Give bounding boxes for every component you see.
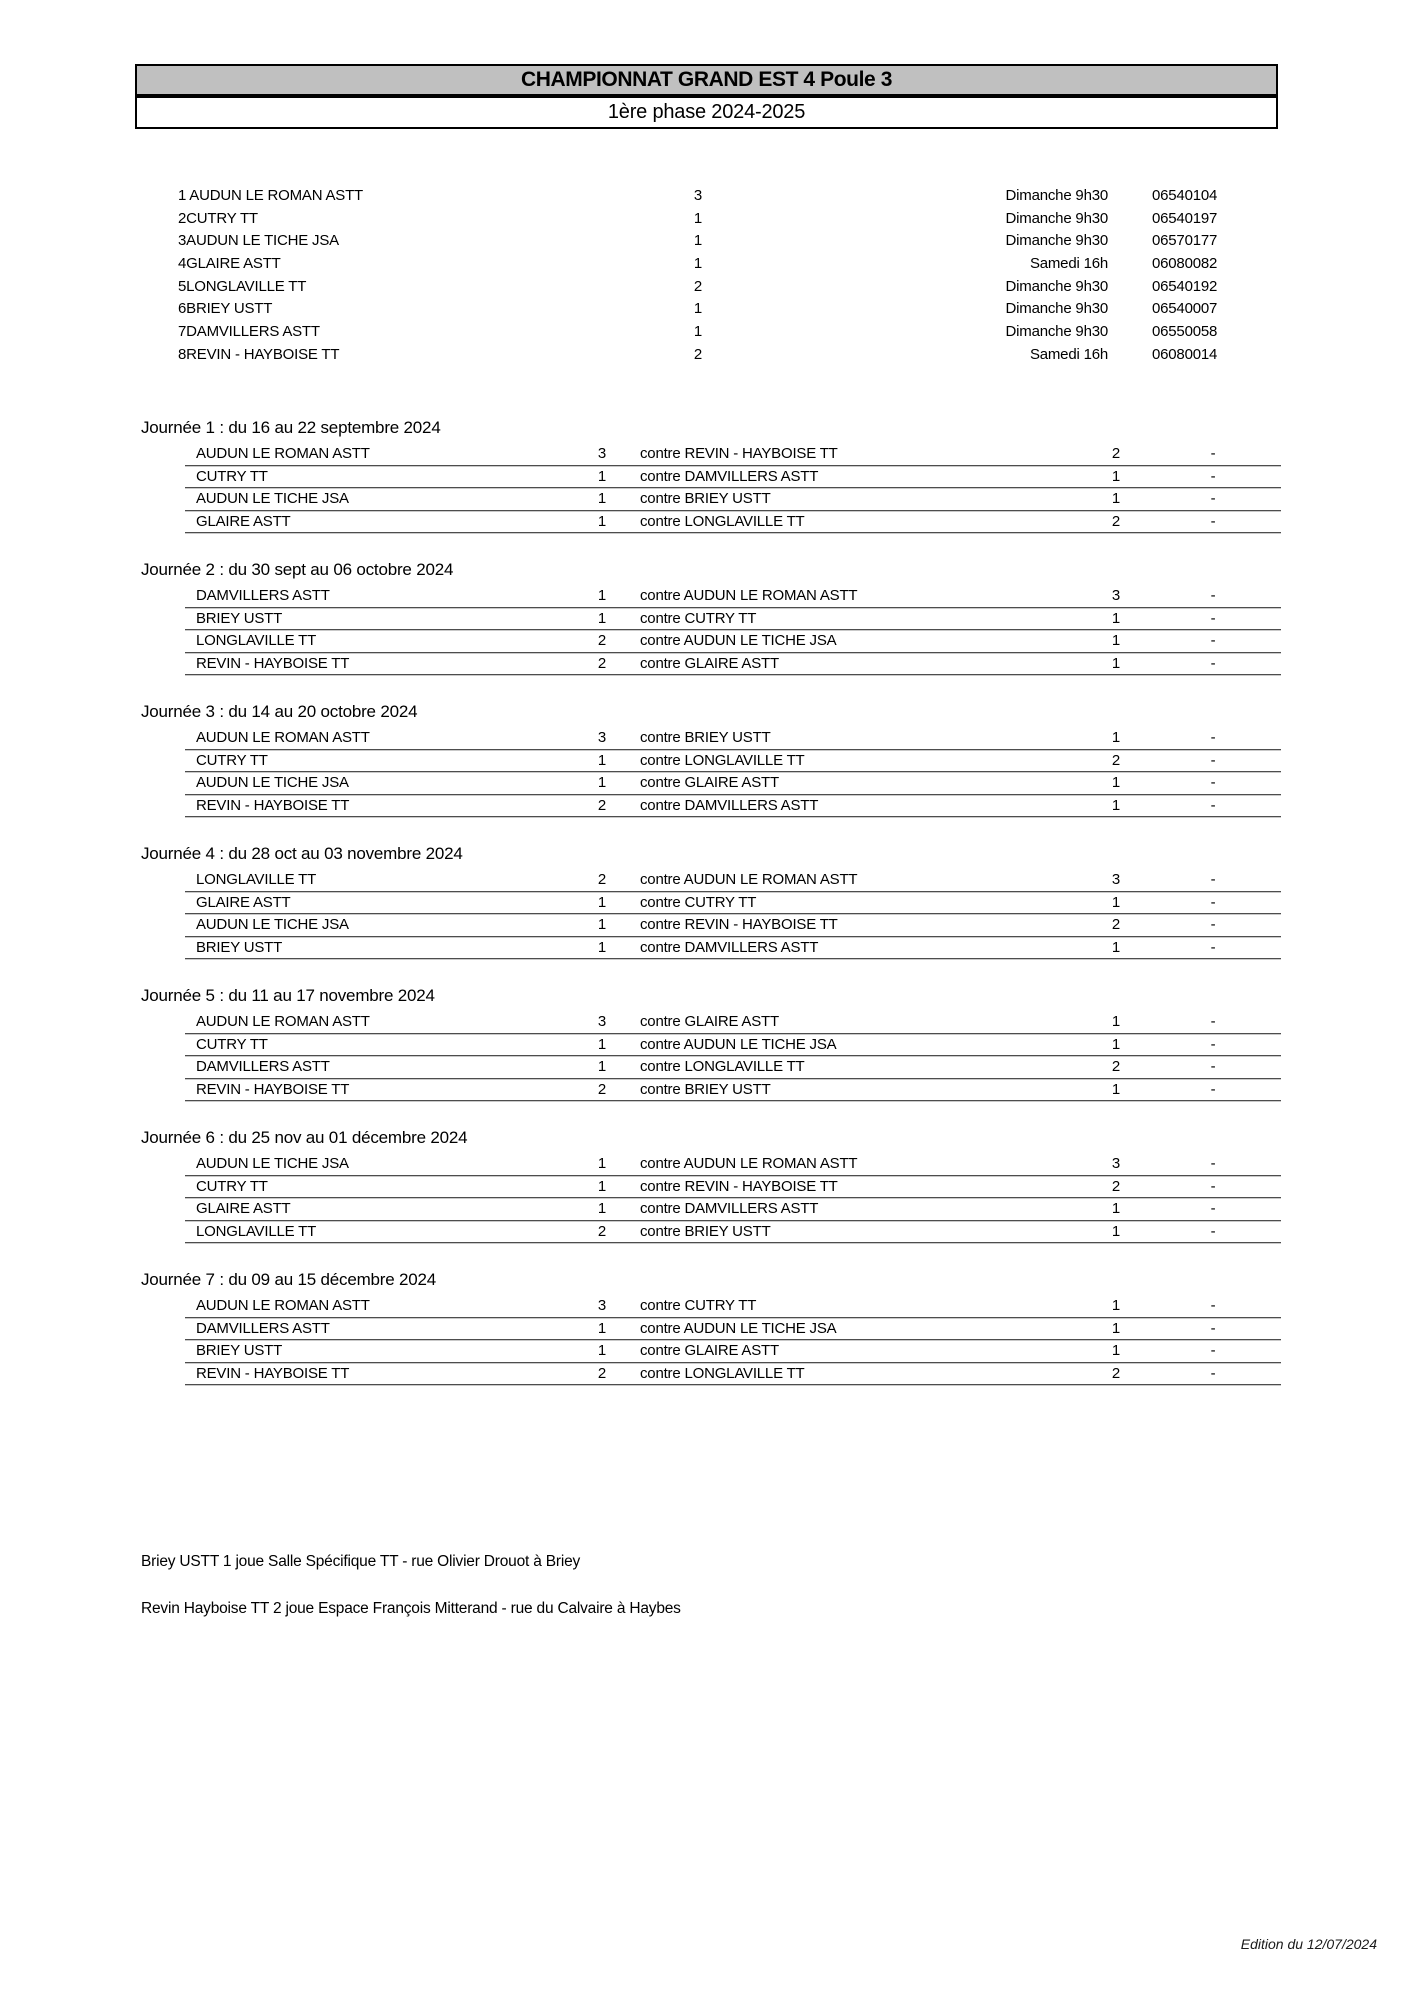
away-team-name: BRIEY USTT [684, 490, 771, 507]
match-row [185, 892, 1281, 915]
away-team-name: GLAIRE ASTT [684, 654, 779, 672]
match-row [185, 795, 1281, 818]
team-label: 4GLAIRE ASTT [178, 255, 281, 273]
home-team-name: REVIN - HAYBOISE TT [196, 654, 350, 672]
away-team-number: 1 [1111, 1222, 1121, 1240]
home-team-name: LONGLAVILLE TT [196, 871, 317, 888]
away-cell [640, 655, 779, 672]
team-club-code: 06540192 [1152, 277, 1218, 295]
result-placeholder: - [1210, 1035, 1216, 1053]
contre-label: contre [640, 467, 681, 485]
team-row [178, 232, 1288, 255]
away-team-number: 1 [1111, 796, 1121, 814]
result-placeholder: - [1210, 796, 1216, 814]
team-club-code: 06550058 [1152, 323, 1218, 341]
home-team-name: LONGLAVILLE TT [196, 632, 317, 649]
team-label: 6BRIEY USTT [178, 300, 273, 318]
result-placeholder: - [1210, 445, 1216, 462]
contre-label: contre [640, 609, 681, 627]
match-row [185, 585, 1281, 608]
home-team-number: 1 [597, 751, 607, 769]
team-row [178, 323, 1288, 346]
match-row [185, 1153, 1281, 1176]
result-placeholder: - [1210, 1364, 1216, 1382]
journee-match-table [185, 869, 1281, 959]
result-placeholder: - [1210, 938, 1216, 956]
home-team-number: 3 [597, 729, 607, 746]
away-team-number: 2 [1111, 445, 1121, 462]
journee-title: Journée 7 : du 09 au 15 décembre 2024 [141, 1270, 437, 1289]
away-team-name: GLAIRE ASTT [684, 774, 779, 791]
home-team-number: 1 [597, 1155, 607, 1172]
away-team-number: 1 [1111, 1200, 1121, 1217]
match-row [185, 1363, 1281, 1386]
home-team-name: REVIN - HAYBOISE TT [196, 1364, 350, 1382]
result-placeholder: - [1210, 774, 1216, 791]
team-match-day: Dimanche 9h30 [1005, 277, 1108, 295]
away-team-number: 1 [1111, 1080, 1121, 1098]
away-team-number: 3 [1111, 587, 1121, 604]
result-placeholder: - [1210, 751, 1216, 769]
journee-match-table [185, 585, 1281, 675]
team-number: 2 [693, 345, 703, 363]
home-team-number: 1 [597, 467, 607, 485]
contre-label: contre [640, 729, 681, 746]
away-team-name: AUDUN LE TICHE JSA [683, 1035, 837, 1053]
away-team-number: 1 [1111, 893, 1121, 911]
journee-title: Journée 1 : du 16 au 22 septembre 2024 [141, 418, 441, 437]
contre-label: contre [640, 587, 681, 604]
away-cell [640, 1320, 836, 1337]
match-row [185, 1034, 1281, 1057]
page-subtitle: 1ère phase 2024-2025 [137, 98, 1276, 127]
home-team-name: CUTRY TT [196, 751, 268, 769]
result-placeholder: - [1210, 609, 1216, 627]
home-team-name: GLAIRE ASTT [196, 893, 291, 911]
journee-match-table [185, 1011, 1281, 1101]
away-cell [640, 1223, 771, 1240]
result-placeholder: - [1210, 1222, 1216, 1240]
team-row [178, 278, 1288, 301]
match-row [185, 937, 1281, 960]
match-row [185, 511, 1281, 534]
match-row [185, 1340, 1281, 1363]
away-team-name: CUTRY TT [684, 893, 757, 911]
result-placeholder: - [1210, 1297, 1216, 1314]
result-placeholder: - [1210, 871, 1216, 888]
page-title: CHAMPIONNAT GRAND EST 4 Poule 3 [137, 66, 1276, 98]
journee-section [141, 1128, 1291, 1243]
match-row [185, 443, 1281, 466]
contre-label: contre [640, 490, 681, 507]
away-cell [640, 1365, 805, 1382]
away-team-number: 1 [1111, 1319, 1121, 1337]
journee-section [141, 560, 1291, 675]
away-team-number: 1 [1111, 609, 1121, 627]
match-row [185, 869, 1281, 892]
venue-note-briey: Briey USTT 1 joue Salle Spécifique TT - rue Olivier Drouot à Briey [141, 1553, 581, 1570]
away-team-number: 1 [1111, 774, 1121, 791]
away-team-name: BRIEY USTT [684, 729, 771, 746]
home-team-number: 1 [597, 1035, 607, 1053]
team-match-day: Samedi 16h [1029, 255, 1108, 273]
team-row [178, 300, 1288, 323]
home-team-number: 1 [597, 609, 607, 627]
home-team-name: AUDUN LE ROMAN ASTT [196, 729, 370, 746]
away-team-name: AUDUN LE TICHE JSA [683, 1319, 837, 1337]
home-team-number: 2 [597, 871, 607, 888]
journee-section [141, 702, 1291, 817]
home-team-number: 1 [597, 893, 607, 911]
contre-label: contre [640, 1364, 681, 1382]
away-team-number: 1 [1111, 467, 1121, 485]
team-number: 1 [693, 232, 703, 250]
away-team-name: LONGLAVILLE TT [684, 512, 805, 530]
away-cell [640, 1342, 779, 1359]
team-list [178, 187, 1288, 369]
home-team-number: 2 [597, 654, 607, 672]
away-team-number: 1 [1111, 1342, 1121, 1359]
away-team-number: 2 [1111, 751, 1121, 769]
away-team-name: AUDUN LE TICHE JSA [683, 632, 837, 649]
away-cell [640, 1081, 771, 1098]
away-team-number: 2 [1111, 512, 1121, 530]
home-team-name: GLAIRE ASTT [196, 1200, 291, 1217]
away-team-number: 1 [1111, 1035, 1121, 1053]
away-cell [640, 632, 836, 649]
journee-title: Journée 2 : du 30 sept au 06 octobre 2024 [141, 560, 454, 579]
away-team-number: 1 [1111, 729, 1121, 746]
result-placeholder: - [1210, 1177, 1216, 1195]
home-team-number: 1 [597, 916, 607, 933]
contre-label: contre [640, 916, 681, 933]
team-row [178, 255, 1288, 278]
team-match-day: Dimanche 9h30 [1005, 323, 1108, 341]
result-placeholder: - [1210, 587, 1216, 604]
result-placeholder: - [1210, 632, 1216, 649]
contre-label: contre [640, 893, 681, 911]
away-team-number: 2 [1111, 916, 1121, 933]
journee-match-table [185, 1153, 1281, 1243]
team-number: 1 [693, 255, 703, 273]
match-row [185, 727, 1281, 750]
away-team-number: 3 [1111, 1155, 1121, 1172]
journee-title: Journée 6 : du 25 nov au 01 décembre 2024 [141, 1128, 468, 1147]
home-team-name: AUDUN LE TICHE JSA [196, 1155, 349, 1172]
away-team-number: 2 [1111, 1058, 1121, 1075]
result-placeholder: - [1210, 1319, 1216, 1337]
contre-label: contre [640, 1297, 681, 1314]
away-cell [640, 1155, 857, 1172]
away-team-name: CUTRY TT [684, 1297, 757, 1314]
contre-label: contre [640, 1013, 681, 1030]
away-team-number: 2 [1111, 1177, 1121, 1195]
team-match-day: Dimanche 9h30 [1005, 232, 1108, 250]
away-team-number: 1 [1111, 1013, 1121, 1030]
team-club-code: 06080014 [1152, 345, 1218, 363]
result-placeholder: - [1210, 467, 1216, 485]
away-team-number: 1 [1111, 490, 1121, 507]
journee-sections [141, 418, 1291, 1412]
journee-section [141, 844, 1291, 959]
match-row [185, 1011, 1281, 1034]
team-match-day: Samedi 16h [1029, 345, 1108, 363]
result-placeholder: - [1210, 893, 1216, 911]
home-team-name: CUTRY TT [196, 467, 268, 485]
team-row [178, 210, 1288, 233]
away-cell [640, 513, 805, 530]
away-team-number: 1 [1111, 1297, 1121, 1314]
away-cell [640, 894, 756, 911]
home-team-name: DAMVILLERS ASTT [196, 1058, 330, 1075]
away-team-number: 1 [1111, 632, 1121, 649]
team-club-code: 06540007 [1152, 300, 1218, 318]
away-team-name: DAMVILLERS ASTT [684, 467, 819, 485]
team-label: 1 AUDUN LE ROMAN ASTT [178, 187, 364, 204]
team-match-day: Dimanche 9h30 [1005, 187, 1108, 204]
home-team-name: GLAIRE ASTT [196, 512, 291, 530]
home-team-name: LONGLAVILLE TT [196, 1222, 317, 1240]
away-cell [640, 752, 805, 769]
team-club-code: 06540197 [1152, 209, 1218, 227]
away-team-name: AUDUN LE ROMAN ASTT [683, 587, 858, 604]
journee-section [141, 418, 1291, 533]
team-label: 3AUDUN LE TICHE JSA [178, 232, 339, 250]
result-placeholder: - [1210, 1080, 1216, 1098]
home-team-number: 2 [597, 1364, 607, 1382]
home-team-name: BRIEY USTT [196, 609, 283, 627]
away-team-name: REVIN - HAYBOISE TT [684, 1177, 838, 1195]
team-label: 5LONGLAVILLE TT [178, 277, 307, 295]
team-number: 3 [693, 187, 703, 204]
match-row [185, 1079, 1281, 1102]
away-cell [640, 468, 818, 485]
journee-title: Journée 3 : du 14 au 20 octobre 2024 [141, 702, 418, 721]
away-cell [640, 939, 818, 956]
away-team-name: GLAIRE ASTT [684, 1013, 779, 1030]
match-row [185, 653, 1281, 676]
home-team-name: BRIEY USTT [196, 1342, 283, 1359]
edition-date: Edition du 12/07/2024 [1240, 1936, 1377, 1952]
away-cell [640, 916, 838, 933]
match-row [185, 608, 1281, 631]
team-label: 8REVIN - HAYBOISE TT [178, 345, 340, 363]
match-row [185, 630, 1281, 653]
home-team-name: REVIN - HAYBOISE TT [196, 796, 350, 814]
team-row [178, 346, 1288, 369]
team-number: 1 [693, 323, 703, 341]
away-cell [640, 587, 857, 604]
away-team-name: BRIEY USTT [684, 1222, 771, 1240]
title-box [135, 64, 1278, 129]
team-club-code: 06080082 [1152, 255, 1218, 273]
home-team-number: 1 [597, 1058, 607, 1075]
home-team-number: 1 [597, 1319, 607, 1337]
journee-section [141, 986, 1291, 1101]
away-team-number: 3 [1111, 871, 1121, 888]
away-team-number: 1 [1111, 654, 1121, 672]
team-label: 2CUTRY TT [178, 209, 258, 227]
result-placeholder: - [1210, 654, 1216, 672]
contre-label: contre [640, 1080, 681, 1098]
home-team-number: 2 [597, 1222, 607, 1240]
result-placeholder: - [1210, 1342, 1216, 1359]
away-team-name: CUTRY TT [684, 609, 757, 627]
home-team-name: BRIEY USTT [196, 938, 283, 956]
away-team-number: 2 [1111, 1364, 1121, 1382]
away-cell [640, 1036, 836, 1053]
match-row [185, 772, 1281, 795]
contre-label: contre [640, 1177, 681, 1195]
contre-label: contre [640, 1222, 681, 1240]
journee-match-table [185, 727, 1281, 817]
result-placeholder: - [1210, 490, 1216, 507]
home-team-number: 2 [597, 796, 607, 814]
match-row [185, 1198, 1281, 1221]
match-row [185, 1056, 1281, 1079]
away-team-name: REVIN - HAYBOISE TT [684, 445, 838, 462]
away-team-name: LONGLAVILLE TT [684, 751, 805, 769]
result-placeholder: - [1210, 512, 1216, 530]
away-cell [640, 1058, 805, 1075]
away-cell [640, 1297, 756, 1314]
contre-label: contre [640, 871, 681, 888]
home-team-number: 1 [597, 490, 607, 507]
contre-label: contre [640, 1155, 681, 1172]
contre-label: contre [640, 796, 681, 814]
contre-label: contre [640, 1058, 681, 1075]
match-row [185, 1221, 1281, 1244]
contre-label: contre [640, 512, 681, 530]
away-cell [640, 445, 838, 462]
home-team-number: 2 [597, 632, 607, 649]
contre-label: contre [640, 751, 681, 769]
team-match-day: Dimanche 9h30 [1005, 209, 1108, 227]
home-team-number: 1 [597, 512, 607, 530]
team-club-code: 06540104 [1152, 187, 1218, 204]
match-row [185, 750, 1281, 773]
away-team-name: BRIEY USTT [684, 1080, 771, 1098]
contre-label: contre [640, 445, 681, 462]
contre-label: contre [640, 1319, 681, 1337]
away-cell [640, 1178, 838, 1195]
home-team-number: 1 [597, 1177, 607, 1195]
match-row [185, 1318, 1281, 1341]
away-team-name: DAMVILLERS ASTT [684, 1200, 819, 1217]
home-team-number: 2 [597, 1080, 607, 1098]
match-row [185, 1295, 1281, 1318]
home-team-number: 3 [597, 445, 607, 462]
home-team-number: 3 [597, 1013, 607, 1030]
journee-match-table [185, 443, 1281, 533]
away-team-name: DAMVILLERS ASTT [684, 938, 819, 956]
venue-note-revin: Revin Hayboise TT 2 joue Espace François Mitterand - rue du Calvaire à Haybes [141, 1600, 681, 1617]
result-placeholder: - [1210, 1155, 1216, 1172]
away-team-name: AUDUN LE ROMAN ASTT [683, 871, 858, 888]
team-row [178, 187, 1288, 210]
home-team-number: 3 [597, 1297, 607, 1314]
team-match-day: Dimanche 9h30 [1005, 300, 1108, 318]
team-club-code: 06570177 [1152, 232, 1218, 250]
journee-match-table [185, 1295, 1281, 1385]
away-team-number: 1 [1111, 938, 1121, 956]
team-number: 1 [693, 300, 703, 318]
home-team-name: AUDUN LE TICHE JSA [196, 490, 349, 507]
home-team-name: AUDUN LE TICHE JSA [196, 774, 349, 791]
home-team-name: AUDUN LE TICHE JSA [196, 916, 349, 933]
journee-section [141, 1270, 1291, 1385]
home-team-number: 1 [597, 587, 607, 604]
away-team-name: LONGLAVILLE TT [684, 1058, 805, 1075]
home-team-number: 1 [597, 774, 607, 791]
contre-label: contre [640, 1035, 681, 1053]
home-team-number: 1 [597, 938, 607, 956]
home-team-name: CUTRY TT [196, 1177, 268, 1195]
contre-label: contre [640, 1200, 681, 1217]
away-cell [640, 774, 779, 791]
team-number: 2 [693, 277, 703, 295]
result-placeholder: - [1210, 1200, 1216, 1217]
result-placeholder: - [1210, 916, 1216, 933]
away-cell [640, 729, 771, 746]
away-team-name: LONGLAVILLE TT [684, 1364, 805, 1382]
match-row [185, 488, 1281, 511]
home-team-name: REVIN - HAYBOISE TT [196, 1080, 350, 1098]
journee-title: Journée 4 : du 28 oct au 03 novembre 2024 [141, 844, 463, 863]
contre-label: contre [640, 1342, 681, 1359]
contre-label: contre [640, 938, 681, 956]
contre-label: contre [640, 632, 681, 649]
away-team-name: DAMVILLERS ASTT [684, 796, 819, 814]
away-team-name: AUDUN LE ROMAN ASTT [683, 1155, 858, 1172]
match-row [185, 914, 1281, 937]
team-label: 7DAMVILLERS ASTT [178, 323, 320, 341]
home-team-number: 1 [597, 1200, 607, 1217]
home-team-name: DAMVILLERS ASTT [196, 1319, 330, 1337]
result-placeholder: - [1210, 1013, 1216, 1030]
away-team-name: REVIN - HAYBOISE TT [684, 916, 838, 933]
home-team-number: 1 [597, 1342, 607, 1359]
journee-title: Journée 5 : du 11 au 17 novembre 2024 [141, 986, 435, 1005]
result-placeholder: - [1210, 1058, 1216, 1075]
home-team-name: CUTRY TT [196, 1035, 268, 1053]
home-team-name: AUDUN LE ROMAN ASTT [196, 1013, 370, 1030]
contre-label: contre [640, 654, 681, 672]
home-team-name: AUDUN LE ROMAN ASTT [196, 1297, 370, 1314]
away-team-name: GLAIRE ASTT [684, 1342, 779, 1359]
away-cell [640, 797, 818, 814]
away-cell [640, 490, 771, 507]
home-team-name: DAMVILLERS ASTT [196, 587, 330, 604]
away-cell [640, 871, 857, 888]
contre-label: contre [640, 774, 681, 791]
home-team-name: AUDUN LE ROMAN ASTT [196, 445, 370, 462]
away-cell [640, 1200, 818, 1217]
match-row [185, 466, 1281, 489]
match-row [185, 1176, 1281, 1199]
away-cell [640, 610, 756, 627]
result-placeholder: - [1210, 729, 1216, 746]
team-number: 1 [693, 209, 703, 227]
away-cell [640, 1013, 779, 1030]
